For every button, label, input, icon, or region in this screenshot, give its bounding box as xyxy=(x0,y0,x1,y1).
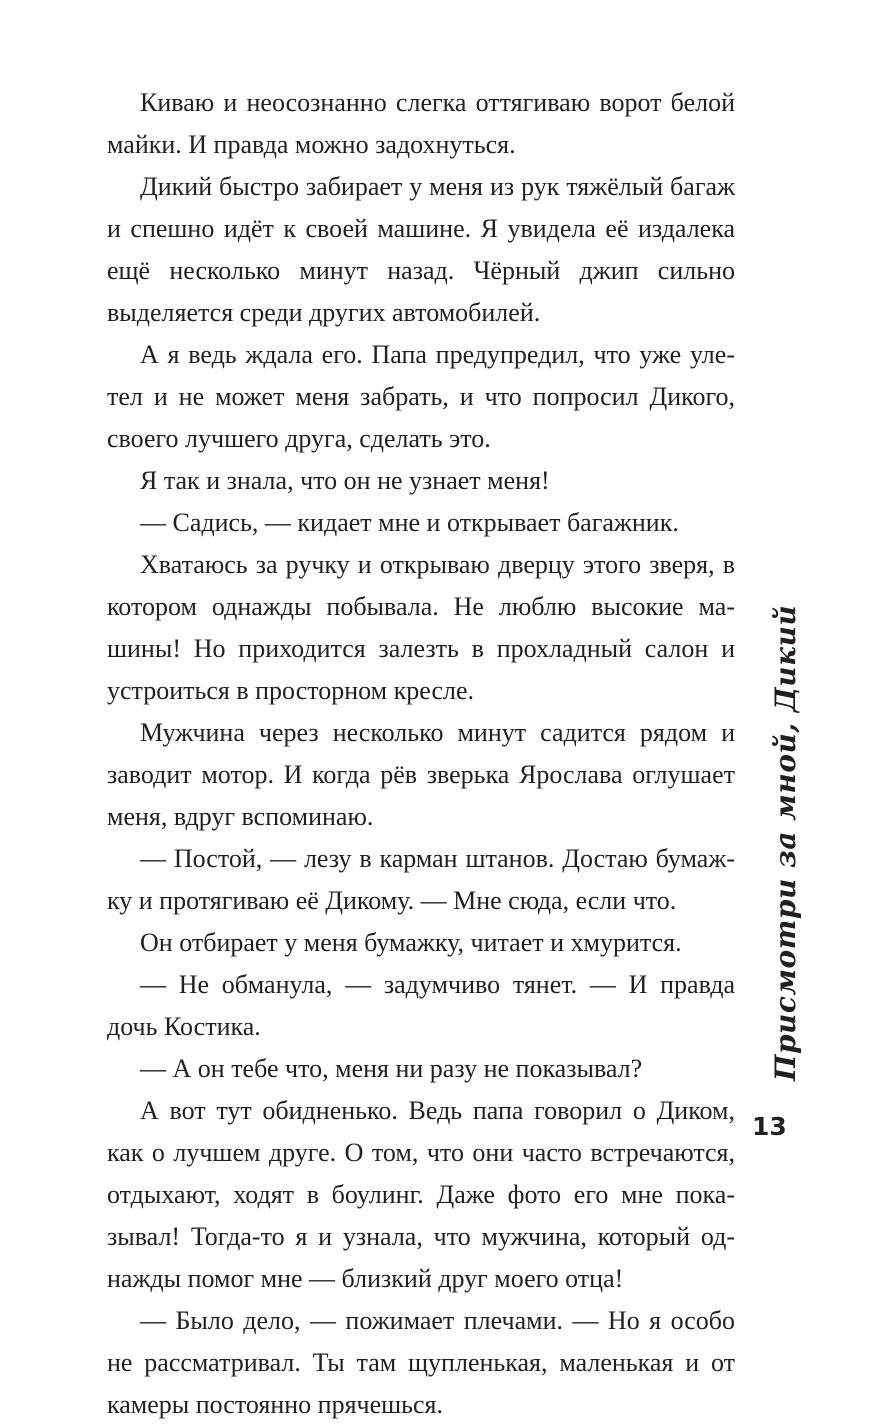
paragraph: Дикий быстро забирает у меня из рук тяжёлый багаж и спешно идёт к своей машине. Я увидела её издалека ещё несколько минут назад. Чёрный джип сильно выделяется среди других автомобилей. xyxy=(107,172,735,327)
paragraph: — А он тебе что, меня ни разу не показывал? xyxy=(140,1054,643,1083)
paragraph: Мужчина через несколько минут садится рядом и заводит мотор. И когда рёв зверька Ярослава оглушает меня, вдруг вспоминаю. xyxy=(107,718,735,831)
paragraph: — Садись, — кидает мне и открывает багажник. xyxy=(140,508,679,537)
paragraph: Он отбирает у меня бумажку, читает и хмурится. xyxy=(140,928,682,957)
page-number: 13 xyxy=(752,1112,787,1141)
running-title: Присмотри за мной, Дикий xyxy=(769,604,802,1081)
paragraph: — Не обманула, — задумчиво тянет. — И правда дочь Костика. xyxy=(107,970,735,1041)
body-text xyxy=(107,82,735,1426)
paragraph: — Было дело, — пожимает плечами. — Но я особо не рассматривал. Ты там щупленькая, маленькая и от камеры постоянно прячешься. xyxy=(107,1306,735,1419)
paragraph: Хватаюсь за ручку и открываю дверцу этого зверя, в котором однажды побывала. Не люблю высокие машины! Но приходится залезть в прохладный салон и устроиться в просторном кресле. xyxy=(107,550,735,705)
paragraph: А вот тут обидненько. Ведь папа говорил о Диком, как о лучшем друге. О том, что они часто встречаются, отдыхают, ходят в боулинг. Даже фото его мне показывал! Тогда-то я и узнала, что мужчина, который однажды помог мне — близкий друг моего отца! xyxy=(107,1096,735,1293)
paragraph: — Постой, — лезу в карман штанов. Достаю бумажку и протягиваю её Дикому. — Мне сюда, если что. xyxy=(107,844,735,915)
paragraph: Я так и знала, что он не узнает меня! xyxy=(140,466,550,495)
paragraph: Киваю и неосознанно слегка оттягиваю ворот белой майки. И правда можно задохнуться. xyxy=(107,88,735,159)
paragraph: А я ведь ждала его. Папа предупредил, что уже улетел и не может меня забрать, и что попросил Дикого, своего лучшего друга, сделать это. xyxy=(107,340,735,453)
